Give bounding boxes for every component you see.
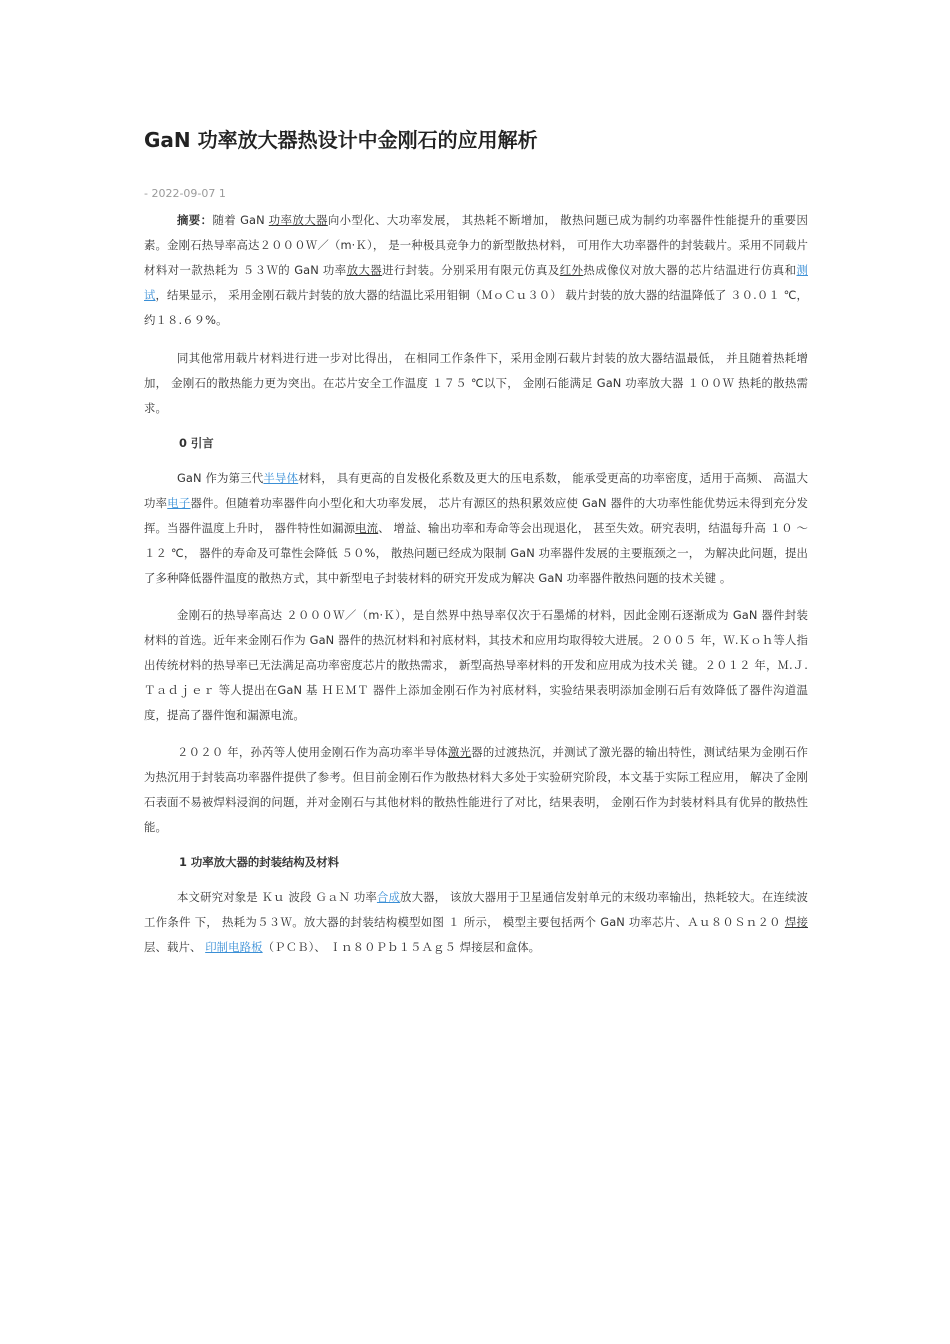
text-run: 放大器， 该放大器用于卫星通信发射单元的末级功率输出，热耗较大。在连续波工作条件 下， 热耗为５３Ｗ。放大器的封装结构模型如图 １ 所示， 模型主要包括两个 GaN 功率芯片、Ａｕ８０Ｓｎ２０ xyxy=(144,890,808,929)
keyword-link-welding[interactable]: 焊接 xyxy=(784,915,808,929)
text-run: ，结果显示， 采用金刚石载片封装的放大器的结温比采用钼铜（ＭｏＣｕ３０） 载片封装的放大器的结温降低了 ３０.０１ ℃， 约１８.６９%。 xyxy=(144,288,808,327)
section-heading-structure: 1 功率放大器的封装结构及材料 xyxy=(179,855,339,869)
paragraph-2: 同其他常用载片材料进行进一步对比得出， 在相同工作条件下，采用金刚石载片封装的放大器结温最低， 并且随着热耗增加， 金刚石的散热能力更为突出。在芯片安全工作温度 １７５ ℃以下， 金刚石能满足 GaN 功率放大器 １００Ｗ 热耗的散热需求。 xyxy=(144,351,808,415)
text-run: 器的过渡热沉，并测试了激光器的输出特性，测试结果为金刚石作为热沉用于封装高功率器件提供了参考。但目前金刚石作为散热材料大多处于实验研究阶段，本文基于实际工程应用， 解决了金刚石表面不易被焊料浸润的问题，并对金刚石与其他材料的散热性能进行了对比，结果表明， 金刚石作为封装材料具有优异的散热性能。 xyxy=(144,745,808,834)
text-run: 向小型化、大功率发展， 其热耗不断增加， 散热问题已成为制约功率器件性能提升的重要因素。金刚石热导率高达２０００Ｗ／（m·Ｋ）， 是一种极具竞争力的新型散热材料， 可用作大功率器件的封装载片。采用不同载片材料对一款热耗为 ５３Ｗ的 GaN 功率 xyxy=(144,213,808,277)
text-run: 材料， 具有更高的自发极化系数及更大的压电系数， 能承受更高的功率密度，适用于高频、 高温大功率 xyxy=(144,471,808,510)
keyword-link-laser[interactable]: 激光 xyxy=(448,745,472,759)
paragraph-5 xyxy=(144,740,808,840)
article-meta: - 2022-09-07 1 xyxy=(144,187,226,200)
text-run: 层、载片、 xyxy=(144,940,206,954)
paragraph-3 xyxy=(144,466,808,591)
text-run: （ＰＣＢ）、 Ｉｎ８０Ｐｂ１５Ａｇ５ 焊接层和盒体。 xyxy=(262,940,541,954)
section-heading-intro: 0 引言 xyxy=(179,436,214,450)
page-title: GaN 功率放大器热设计中金刚石的应用解析 xyxy=(144,128,538,152)
paragraph-4: 金刚石的热导率高达 ２０００Ｗ／（m·Ｋ），是自然界中热导率仅次于石墨烯的材料，因此金刚石逐渐成为 GaN 器件封装材料的首选。近年来金刚石作为 GaN 器件的热沉材料和衬底材料，其技术和应用均取得较大进展。２００５ 年，Ｗ.Ｋｏｈ等人指出传统材料的热导率已无法满足高功率密度芯片的散热需求， 新型高热导率材料的开发和应用成为技术关 键。２０１２ 年，Ｍ.Ｊ.Ｔａｄｊｅｒ 等人提出在GaN 基 ＨＥＭＴ 器件上添加金刚石作为衬底材料，实验结果表明添加金刚石后有效降低了器件沟道温度，提高了器件饱和漏源电流。 xyxy=(144,608,808,722)
abstract-label: 摘要： xyxy=(177,213,213,227)
keyword-link-semiconductor[interactable]: 半导体 xyxy=(263,471,299,485)
text-run: 随着 GaN xyxy=(212,213,269,227)
text-run: ２０２０ 年，孙芮等人使用金刚石作为高功率半导体 xyxy=(177,745,449,759)
text-run: 进行封装。分别采用有限元仿真及 xyxy=(382,263,560,277)
text-run: 器件。但随着功率器件向小型化和大功率发展， 芯片有源区的热积累效应使 GaN 器件的大功率性能优势远未得到充分发挥。当器件温度上升时， 器件特性如漏源 xyxy=(144,496,809,535)
keyword-link-current[interactable]: 电流 xyxy=(355,521,379,535)
article xyxy=(144,124,808,960)
text-run: 、 增益、输出功率和寿命等会出现退化， 甚至失效。研究表明，结温每升高 １０ ～ １２ ℃， 器件的寿命及可靠性会降低 ５０%， 散热问题已经成为限制 GaN 功率器件发展的主要瓶颈之一， 为解决此问题，提出了多种降低器件温度的散热方式，其中新型电子封装材料的研究开发成为解决 GaN 功率器件散热问题的技术关键 。 xyxy=(144,521,808,585)
keyword-link-amplifier[interactable]: 放大器 xyxy=(346,263,383,277)
keyword-link-infrared[interactable]: 红外 xyxy=(559,263,584,277)
keyword-link-synthesis[interactable]: 合成 xyxy=(376,890,401,904)
keyword-link-electronics[interactable]: 电子 xyxy=(167,496,191,510)
keyword-link-power-amplifier[interactable]: 功率放大器 xyxy=(268,213,328,227)
paragraph-6 xyxy=(144,885,808,960)
keyword-link-pcb[interactable]: 印制电路板 xyxy=(205,940,263,954)
abstract-paragraph xyxy=(144,208,808,333)
text-run: 本文研究对象是 Ｋｕ 波段 ＧａＮ 功率 xyxy=(177,890,377,904)
text-run: GaN 作为第三代 xyxy=(177,471,264,485)
text-run: 热成像仪对放大器的芯片结温进行仿真和 xyxy=(583,263,797,277)
keyword-link-test[interactable]: 测试 xyxy=(144,263,808,302)
